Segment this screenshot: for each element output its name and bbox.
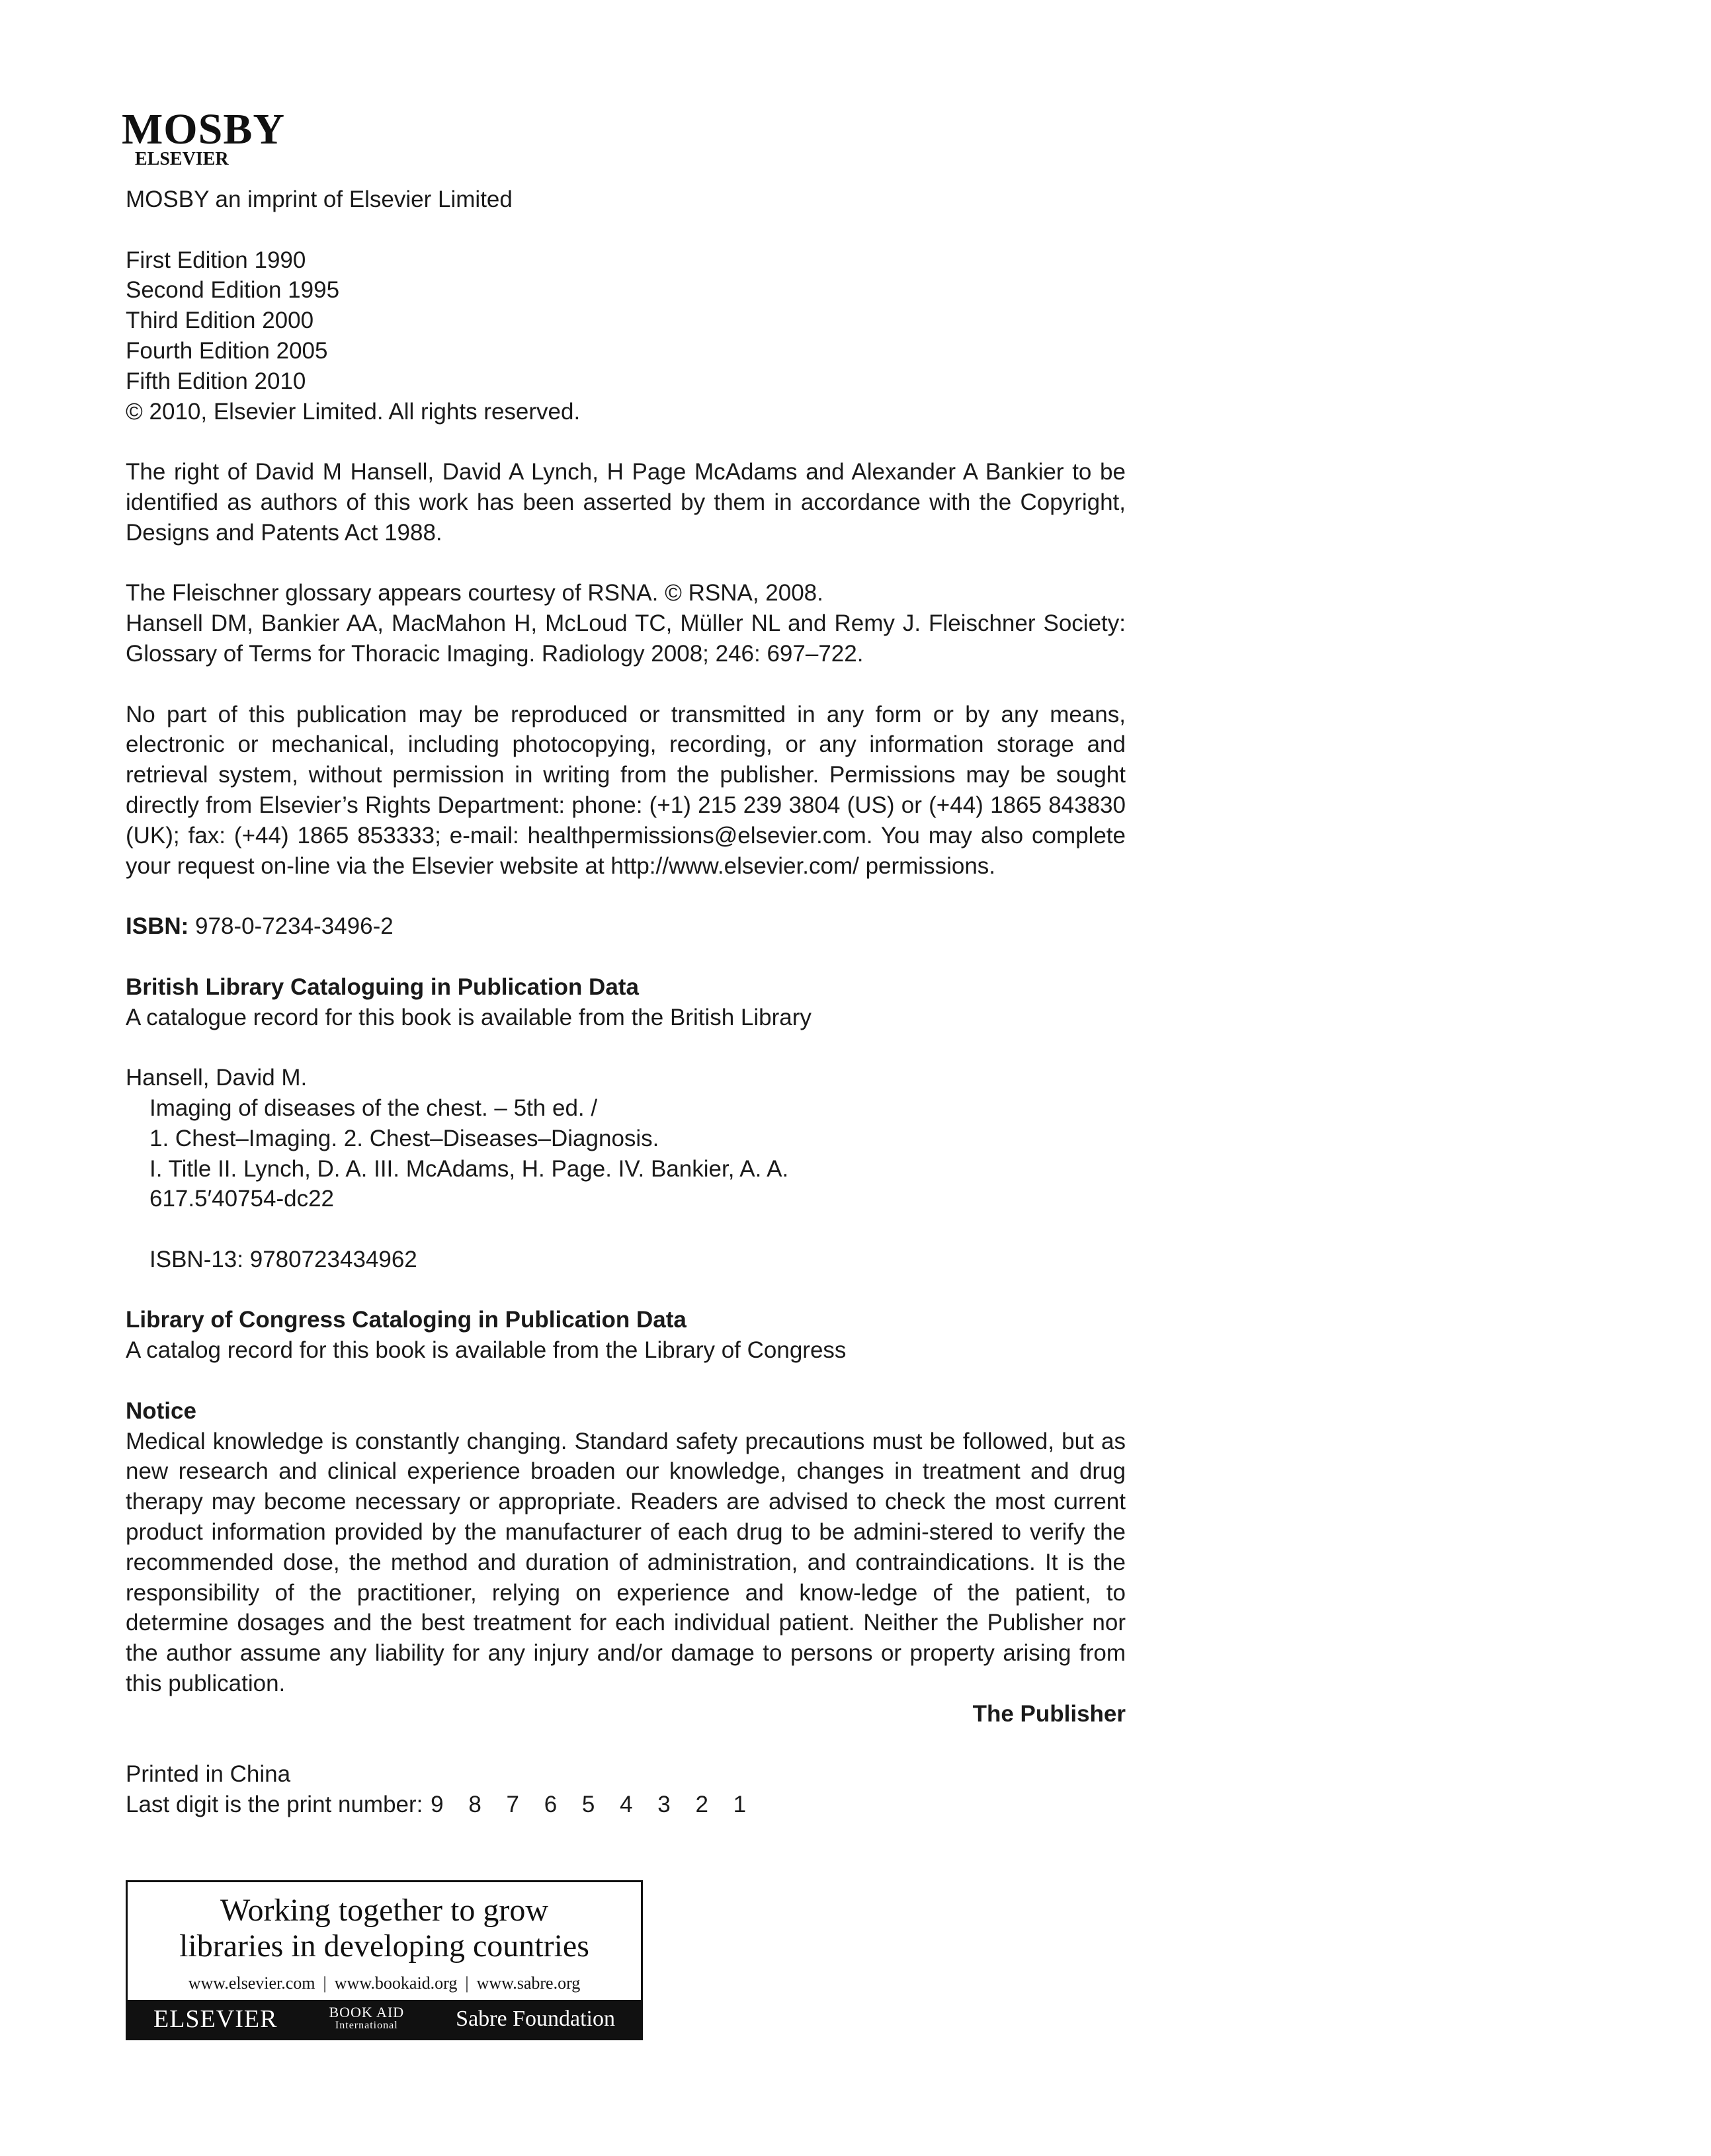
notice-paragraph: Medical knowledge is constantly changing. Standard safety precautions must be followed, but as new research and clinical experience broaden our knowledge, changes in treatment and drug therapy may become necessary or appropriate. Readers are advised to check the most current product information provided by the manufacturer of each drug to be admini-stered to verify the recommended dose, the method and duration of administration, and contraindications. It is the responsibility of the practitioner, relying on experience and know-ledge of the patient, to determine dosages and the best treatment for each individual patient. Neither the Publisher nor the author assume any liability for any injury and/or damage to persons or property arising from this publication. [126,1428,1126,1697]
isbn-value: 978-0-7234-3496-2 [195,913,394,940]
edition-item: Second Edition 1995 [126,277,340,304]
badge-links [128,1973,641,1993]
edition-item: Fourth Edition 2005 [126,337,328,364]
print-number-line [126,1790,1126,1820]
library-of-congress-heading: Library of Congress Cataloging in Publication Data [126,1307,687,1333]
bookaid-wordmark-top: BOOK AID [329,2004,405,2020]
catalogue-author: Hansell, David M. [126,1065,308,1091]
print-number-digits: 9 8 7 6 5 4 3 2 1 [431,1792,747,1818]
copyright-line: © 2010, Elsevier Limited. All rights reserved. [126,398,581,425]
cataloguing-record [126,1063,1126,1275]
permissions-paragraph: No part of this publication may be reproduced or transmitted in any form or by any means, electronic or mechanical, including photocopying, recording, or any information storage and retrieval system, without permission in writing from the publisher. Permissions may be sought directly from Elsevier’s Rights Department: phone: (+1) 215 239 3804 (US) or (+44) 1865 843830 (UK); fax: (+44) 1865 853333; e-mail: healthpermissions@elsevier.com. You may also complete your request on-line via the Elsevier website at http://www.elsevier.com/ permissions. [126,701,1126,879]
british-library-text: A catalogue record for this book is available from the British Library [126,1004,812,1030]
badge-title [128,1893,641,1964]
elsevier-wordmark: ELSEVIER [153,2005,278,2033]
sabre-wordmark: Sabre Foundation [456,2007,615,2031]
bookaid-wordmark [329,2006,404,2032]
link-separator: | [465,1973,469,1993]
edition-item: Third Edition 2000 [126,308,314,334]
catalogue-line: 1. Chest–Imaging. 2. Chest–Diseases–Diagnosis. [149,1125,659,1151]
mosby-logo: MOSBY [122,105,286,153]
authors-right-paragraph: The right of David M Hansell, David A Lynch, H Page McAdams and Alexander A Bankier to be identified as authors of this work has been asserted by them in accordance with the Copyright, Designs and Patents Act 1988. [126,459,1126,546]
badge-sponsor-bar [128,2000,641,2038]
editions-list [126,245,1126,397]
edition-item: First Edition 1990 [126,247,306,273]
catalogue-line: Imaging of diseases of the chest. – 5th ed. / [149,1095,598,1121]
notice-heading: Notice [126,1397,196,1424]
british-library-heading: British Library Cataloguing in Publication Data [126,974,639,1000]
elsevier-logo: ELSEVIER [135,149,229,169]
imprint-line: MOSBY an imprint of Elsevier Limited [126,187,513,212]
publisher-signature: The Publisher [972,1700,1126,1727]
fleischner-citation: Hansell DM, Bankier AA, MacMahon H, McLoud TC, Müller NL and Remy J. Fleischner Society: Glossary of Terms for Thoracic Imaging. Radiology 2008; 246: 697–722. [126,610,1126,667]
printed-in-line: Printed in China [126,1761,291,1788]
catalogue-line: I. Title II. Lynch, D. A. III. McAdams, H. Page. IV. Bankier, A. A. [149,1155,789,1182]
bookaid-link[interactable]: www.bookaid.org [334,1973,458,1993]
fleischner-credit: The Fleischner glossary appears courtesy of RSNA. © RSNA, 2008. [126,580,823,606]
badge-title-line: Working together to grow [220,1893,549,1928]
book-aid-badge [126,1880,643,2040]
edition-item: Fifth Edition 2010 [126,368,306,394]
library-of-congress-text: A catalog record for this book is available from the Library of Congress [126,1337,847,1364]
link-separator: | [323,1973,327,1993]
isbn-label: ISBN: [126,913,189,940]
copyright-page [122,105,1126,1820]
sabre-link[interactable]: www.sabre.org [476,1973,581,1993]
isbn-line [126,911,1126,942]
isbn13-line: ISBN-13: 9780723434962 [149,1246,417,1272]
elsevier-link[interactable]: www.elsevier.com [188,1973,315,1993]
print-number-label: Last digit is the print number: [126,1792,423,1818]
bookaid-wordmark-bottom: International [335,2020,398,2031]
catalogue-line: 617.5′40754-dc22 [149,1186,335,1212]
badge-title-line: libraries in developing countries [179,1928,589,1964]
